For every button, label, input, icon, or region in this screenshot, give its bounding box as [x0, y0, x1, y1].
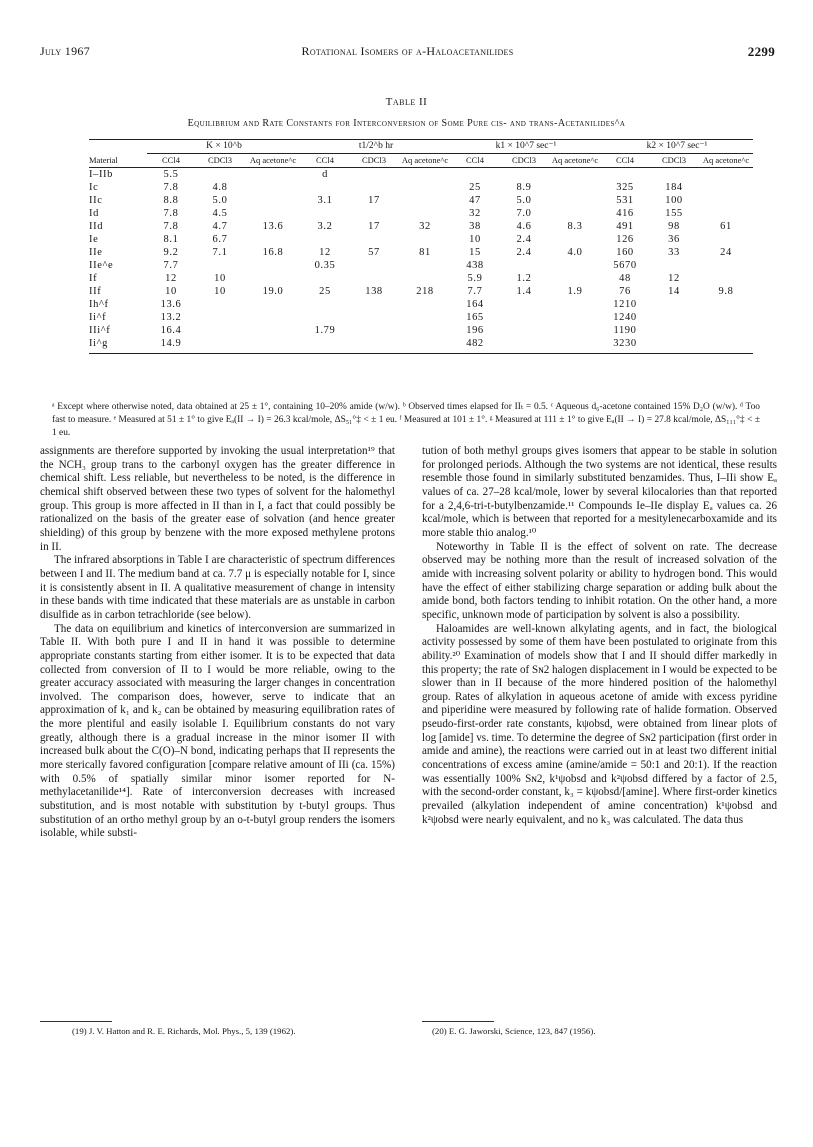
value-cell [301, 233, 349, 246]
table-row [89, 168, 753, 182]
value-cell: 98 [668, 221, 680, 232]
value-cell: 416 [616, 208, 634, 219]
value-cell: 4.0 [567, 247, 583, 258]
value-cell: 14.9 [147, 337, 195, 354]
value-cell [399, 207, 451, 220]
value-cell [499, 168, 549, 182]
value-cell: 7.8 [163, 208, 179, 219]
material-cell: Ii^f [89, 312, 107, 323]
value-cell [499, 324, 549, 337]
value-cell: 1.9 [567, 286, 583, 297]
value-cell: 13.6 [160, 299, 182, 310]
value-cell [399, 324, 451, 337]
table-label: Table II [385, 96, 428, 108]
value-cell [699, 233, 753, 246]
footnote-rule [40, 1021, 112, 1022]
value-cell: 164 [466, 299, 484, 310]
value-cell [195, 311, 245, 324]
value-cell: 8.9 [516, 182, 532, 193]
value-cell [499, 259, 549, 272]
value-cell [399, 298, 451, 311]
body-paragraph: The infrared absorptions in Table I are characteristic of spectrum differences between I and II. The medium band at ca. 7.7 μ is especially notable for I, since it is consistently absent in II. A qualitative measurement of change in intensity in these bands with time indicated that these materials are as unstable in carbon disulfide as in carbon tetrachloride (see below). [40, 554, 395, 621]
value-cell: 32 [469, 208, 481, 219]
value-cell: 8.3 [567, 221, 583, 232]
value-cell [245, 207, 301, 220]
value-cell: 16.4 [160, 325, 182, 336]
value-cell: 14 [668, 286, 680, 297]
table-row [89, 298, 753, 311]
table-row [89, 194, 753, 207]
value-cell [699, 272, 753, 285]
group-header: K × 10^b [147, 140, 301, 154]
value-cell [301, 181, 349, 194]
material-cell: Ie [89, 234, 99, 245]
value-cell [245, 311, 301, 324]
material-cell: IIf [89, 286, 102, 297]
page-number: 2299 [747, 44, 775, 59]
value-cell: 32 [419, 221, 431, 232]
value-cell [399, 181, 451, 194]
value-cell: 24 [720, 247, 732, 258]
value-cell [699, 298, 753, 311]
value-cell: 138 [365, 286, 383, 297]
value-cell: 1240 [613, 312, 637, 323]
value-cell: 5.0 [516, 195, 532, 206]
value-cell [245, 272, 301, 285]
value-cell [699, 207, 753, 220]
value-cell: 25 [469, 182, 481, 193]
value-cell [349, 181, 399, 194]
value-cell [499, 298, 549, 311]
value-cell [499, 311, 549, 324]
body-paragraph: tution of both methyl groups gives isomers that appear to be stable in solution for prolonged periods. Although the two systems are not identical, these results resemble those found in similarly substituted benzamides. Thus, I–IIi show Eₐ values of ca. 27–28 kcal/mole, lower by several kilocalories than that reported for a 2,4,6-tri-t-butylbenzamide.¹¹ Compounds Ie–IIe display Eₐ values ca. 26 kcal/mole, which is between that reported for a mesitylenecarboxamide and its more stable thio analog.¹⁰ [422, 445, 777, 539]
value-cell [649, 324, 699, 337]
table-body [89, 168, 753, 354]
table-row [89, 181, 753, 194]
value-cell: 13.2 [160, 312, 182, 323]
value-cell [649, 168, 699, 182]
value-cell: 4.7 [212, 221, 228, 232]
value-cell: 9.8 [718, 286, 734, 297]
journal-date: July 1967 [40, 44, 91, 58]
value-cell: 165 [466, 312, 484, 323]
value-cell: 4.5 [212, 208, 228, 219]
material-cell: IIe [89, 247, 103, 258]
value-cell: 48 [619, 273, 631, 284]
value-cell: 2.4 [516, 247, 532, 258]
value-cell: 1210 [613, 299, 637, 310]
value-cell: 57 [368, 247, 380, 258]
value-cell: 9.2 [163, 247, 179, 258]
value-cell: 12 [165, 273, 177, 284]
value-cell [349, 259, 399, 272]
value-cell [301, 311, 349, 324]
value-cell [195, 324, 245, 337]
value-cell [301, 207, 349, 220]
table-caption: Equilibrium and Rate Constants for Interconversion of Some Pure cis- and trans-Acetanilides^a [187, 118, 626, 129]
body-column-left [40, 445, 395, 841]
value-cell [245, 324, 301, 337]
value-cell [649, 259, 699, 272]
value-cell: 1.79 [314, 325, 336, 336]
value-cell: 10 [165, 286, 177, 297]
table-row [89, 259, 753, 272]
value-cell [549, 298, 601, 311]
column-header: Aq acetone^c [245, 154, 301, 168]
value-cell: 15 [469, 247, 481, 258]
body-paragraph: Haloamides are well-known alkylating agents, and in fact, the biological activity possessed by some of them have been postulated to originate from this ability.²⁰ Examination of models show that I and II should differ markedly in this property; the rate of Sɴ2 halogen displacement in I would be expected to be slower than in II because of the more hindered position of the halomethyl group. Rates of alkylation in aqueous acetone of amide with excess pyridine and piperidine were measured by following rate of halide formation. Observed pseudo-first-order rate constants, kψobsd, were obtained from linear plots of log [amide] vs. time. To determine the degree of Sɴ2 participation (first order in amide and amine), the reactions were carried out in at least two different initial concentrations of excess amine (amine/amide = 50:1 and 20:1). If the reaction was essentially 100% Sɴ2, k¹ψobsd and k²ψobsd differed by a factor of 2.5, with the second-order constant, k₃ = kψobsd/[amine]. Where first-order kinetics prevailed (alkylation independent of amine concentration) k¹ψobsd and k²ψobsd were nearly equivalent, and no k₃ was calculated. The data thus [422, 622, 777, 826]
value-cell [399, 259, 451, 272]
value-cell: 10 [214, 286, 226, 297]
value-cell [349, 324, 399, 337]
value-cell: 1190 [613, 325, 637, 336]
reference-20: (20) E. G. Jaworski, Science, 123, 847 (1956). [432, 1026, 596, 1036]
value-cell: 438 [466, 260, 484, 271]
value-cell: 100 [665, 195, 683, 206]
column-header: CDCl3 [349, 154, 399, 168]
value-cell: 7.1 [212, 247, 228, 258]
material-cell: Id [89, 208, 99, 219]
material-cell: I–IIb [89, 169, 113, 180]
material-cell: IId [89, 221, 104, 232]
material-cell: IIc [89, 195, 103, 206]
value-cell [245, 259, 301, 272]
value-cell [549, 194, 601, 207]
value-cell: 6.7 [212, 234, 228, 245]
table-footnotes: ᵃ Except where otherwise noted, data obtained at 25 ± 1°, containing 10–20% amide (w/w). ᵇ Observed times elapsed for IIₜ = 0.5. ᶜ Aqueous d₆-acetone contained 15% D₂O (w/w). ᵈ Too fast to measure. ᵉ Measured at 51 ± 1° to give Eₐ(II → I) = 26.3 kcal/mole, ΔS₅₁°‡ < ± 1 eu. ᶠ Measured at 101 ± 1°. ᵍ Measured at 111 ± 1° to give Eₐ(II → I) = 27.8 kcal/mole, ΔS₁₁₁°‡ < ± 1 eu. [52, 402, 760, 438]
value-cell [349, 207, 399, 220]
value-cell [245, 194, 301, 207]
value-cell: 81 [419, 247, 431, 258]
value-cell [549, 207, 601, 220]
group-header: t1/2^b hr [301, 140, 451, 154]
value-cell [399, 168, 451, 182]
column-header: CCl4 [301, 154, 349, 168]
value-cell [399, 233, 451, 246]
value-cell [699, 168, 753, 182]
value-cell: 325 [616, 182, 634, 193]
value-cell: 218 [416, 286, 434, 297]
value-cell: 10 [469, 234, 481, 245]
column-header-row [89, 154, 753, 168]
value-cell: 13.6 [262, 221, 284, 232]
table-row [89, 324, 753, 337]
value-cell [349, 168, 399, 182]
running-head [40, 44, 775, 62]
column-header: CCl4 [147, 154, 195, 168]
material-cell: Ih^f [89, 299, 109, 310]
value-cell [349, 298, 399, 311]
value-cell [699, 194, 753, 207]
column-header: CDCl3 [649, 154, 699, 168]
value-cell [399, 337, 451, 354]
value-cell [245, 233, 301, 246]
value-cell [699, 181, 753, 194]
value-cell: 3230 [601, 337, 649, 354]
value-cell: 3.2 [317, 221, 333, 232]
value-cell [549, 311, 601, 324]
table-row [89, 220, 753, 233]
value-cell: 12 [319, 247, 331, 258]
value-cell: 36 [668, 234, 680, 245]
value-cell [349, 337, 399, 354]
value-cell [699, 311, 753, 324]
value-cell [399, 272, 451, 285]
column-header: CCl4 [451, 154, 499, 168]
value-cell: 10 [214, 273, 226, 284]
value-cell: 25 [319, 286, 331, 297]
value-cell [399, 311, 451, 324]
material-cell: IIi^f [89, 325, 111, 336]
table-row [89, 272, 753, 285]
value-cell [649, 298, 699, 311]
value-cell [699, 324, 753, 337]
column-header: CDCl3 [195, 154, 245, 168]
value-cell: 1.4 [516, 286, 532, 297]
value-cell [349, 311, 399, 324]
value-cell [399, 194, 451, 207]
value-cell: 7.8 [163, 221, 179, 232]
value-cell: 2.4 [516, 234, 532, 245]
value-cell: 3.1 [317, 195, 333, 206]
value-cell [451, 168, 499, 182]
value-cell: d [322, 169, 328, 180]
value-cell: 47 [469, 195, 481, 206]
value-cell: 16.8 [262, 247, 284, 258]
value-cell: 38 [469, 221, 481, 232]
value-cell: 17 [368, 195, 380, 206]
value-cell: 7.7 [163, 260, 179, 271]
value-cell: 155 [665, 208, 683, 219]
table-row [89, 311, 753, 324]
value-cell: 33 [668, 247, 680, 258]
value-cell: 160 [616, 247, 634, 258]
value-cell [499, 337, 549, 354]
body-paragraph: Noteworthy in Table II is the effect of solvent on rate. The decrease observed may be nothing more than the result of increased solvation of the amide with increasing solvent polarity or ability to hydrogen bond. This would have the effect of either stabilizing charge separation or adding bulk about the amide bond, both factors tending to inhibit rotation. On the other hand, a more specific, unknown mode of participation by solvent is also a possibility. [422, 540, 777, 621]
value-cell [195, 168, 245, 182]
material-cell: Ii^g [89, 337, 147, 354]
body-paragraph: The data on equilibrium and kinetics of interconversion are summarized in Table II. With both pure I and II in hand it was possible to determine appropriate constants starting from either isomer. It is to be expected that data collected from conversion of II to I would be more reliable, owing to the greater accuracy associated with measuring the larger changes in concentration involved. The comparison does, however, serve to indicate that an approximation of k₁ and k₂ can be obtained by measuring equilibration rates of the more plentiful and easily isolable I. Equilibrium constants do not vary greatly, although there is a gradual increase in the minor isomer II with increased bulk about the C(O)–N bond, indicating perhaps that II represents the more sterically favored configuration [compare relative amount of IIi (ca. 15%) with 0.5% of spatially similar minor isomer reported for N-methylacetanilide¹⁴]. Rate of interconversion decreases with increased substitution, and is most notable with substitution by t-butyl groups. Thus substitution of an ortho methyl group by an o-t-butyl group renders the isomers isolable, while substi- [40, 622, 395, 840]
value-cell: 1.2 [516, 273, 532, 284]
value-cell [301, 298, 349, 311]
value-cell: 8.8 [163, 195, 179, 206]
value-cell: 196 [466, 325, 484, 336]
value-cell [301, 337, 349, 354]
value-cell [349, 233, 399, 246]
value-cell [649, 337, 699, 354]
value-cell: 8.1 [163, 234, 179, 245]
value-cell [549, 259, 601, 272]
column-header: Aq acetone^c [549, 154, 601, 168]
value-cell [195, 298, 245, 311]
footnote-rule [422, 1021, 494, 1022]
value-cell [245, 181, 301, 194]
value-cell: 126 [616, 234, 634, 245]
value-cell: 5670 [613, 260, 637, 271]
article-title: Rotational Isomers of α-Haloacetanilides [301, 44, 514, 58]
value-cell [349, 272, 399, 285]
group-header: k1 × 10^7 sec⁻¹ [451, 140, 601, 154]
value-cell: 5.5 [163, 169, 179, 180]
value-cell: 4.8 [212, 182, 228, 193]
column-header-material: Material [89, 154, 147, 168]
value-cell [245, 337, 301, 354]
value-cell: 7.0 [516, 208, 532, 219]
value-cell [301, 272, 349, 285]
value-cell: 5.0 [212, 195, 228, 206]
table-row [89, 285, 753, 298]
value-cell [549, 324, 601, 337]
value-cell: 7.8 [163, 182, 179, 193]
data-table-wrapper [89, 139, 753, 354]
table-row [89, 246, 753, 259]
value-cell [601, 168, 649, 182]
value-cell [699, 337, 753, 354]
data-table [89, 139, 753, 354]
column-header: Aq acetone^c [699, 154, 753, 168]
value-cell: 7.7 [467, 286, 483, 297]
value-cell: 76 [619, 286, 631, 297]
value-cell: 184 [665, 182, 683, 193]
value-cell [649, 311, 699, 324]
value-cell [549, 337, 601, 354]
group-header: k2 × 10^7 sec⁻¹ [601, 140, 753, 154]
value-cell [195, 259, 245, 272]
value-cell: 531 [616, 195, 634, 206]
value-cell: 0.35 [314, 260, 336, 271]
column-header: Aq acetone^c [399, 154, 451, 168]
body-paragraph: assignments are therefore supported by invoking the usual interpretation¹⁹ that the NCH₃ group trans to the carbonyl oxygen has the greater difference in chemical shift. Less reliable, but nevertheless to be noted, is the difference in chemical shift observed between these two types of solvent for the halomethyl group. This group is more affected in II than in I, a fact that could possibly be rationalized on the basis of the greater ease of solvation (and hence greater shielding) of this group by benzene with the more exposed methylene protons in II. [40, 445, 395, 553]
column-header: CCl4 [601, 154, 649, 168]
value-cell: 5.9 [467, 273, 483, 284]
material-cell: Ic [89, 182, 99, 193]
value-cell [549, 233, 601, 246]
table-row [89, 233, 753, 246]
value-cell [245, 168, 301, 182]
value-cell: 61 [720, 221, 732, 232]
value-cell [549, 168, 601, 182]
reference-19: (19) J. V. Hatton and R. E. Richards, Mol. Phys., 5, 139 (1962). [72, 1026, 296, 1036]
value-cell: 17 [368, 221, 380, 232]
material-cell: IIe^e [89, 260, 114, 271]
table-row [89, 337, 753, 354]
value-cell: 491 [616, 221, 634, 232]
value-cell [549, 272, 601, 285]
value-cell [549, 181, 601, 194]
body-column-right [422, 445, 777, 827]
value-cell: 19.0 [262, 286, 284, 297]
column-header: CDCl3 [499, 154, 549, 168]
group-header-row [89, 140, 753, 154]
value-cell: 12 [668, 273, 680, 284]
value-cell: 4.6 [516, 221, 532, 232]
value-cell [245, 298, 301, 311]
value-cell [195, 337, 245, 354]
value-cell [699, 259, 753, 272]
material-cell: If [89, 273, 98, 284]
value-cell: 482 [451, 337, 499, 354]
table-row [89, 207, 753, 220]
